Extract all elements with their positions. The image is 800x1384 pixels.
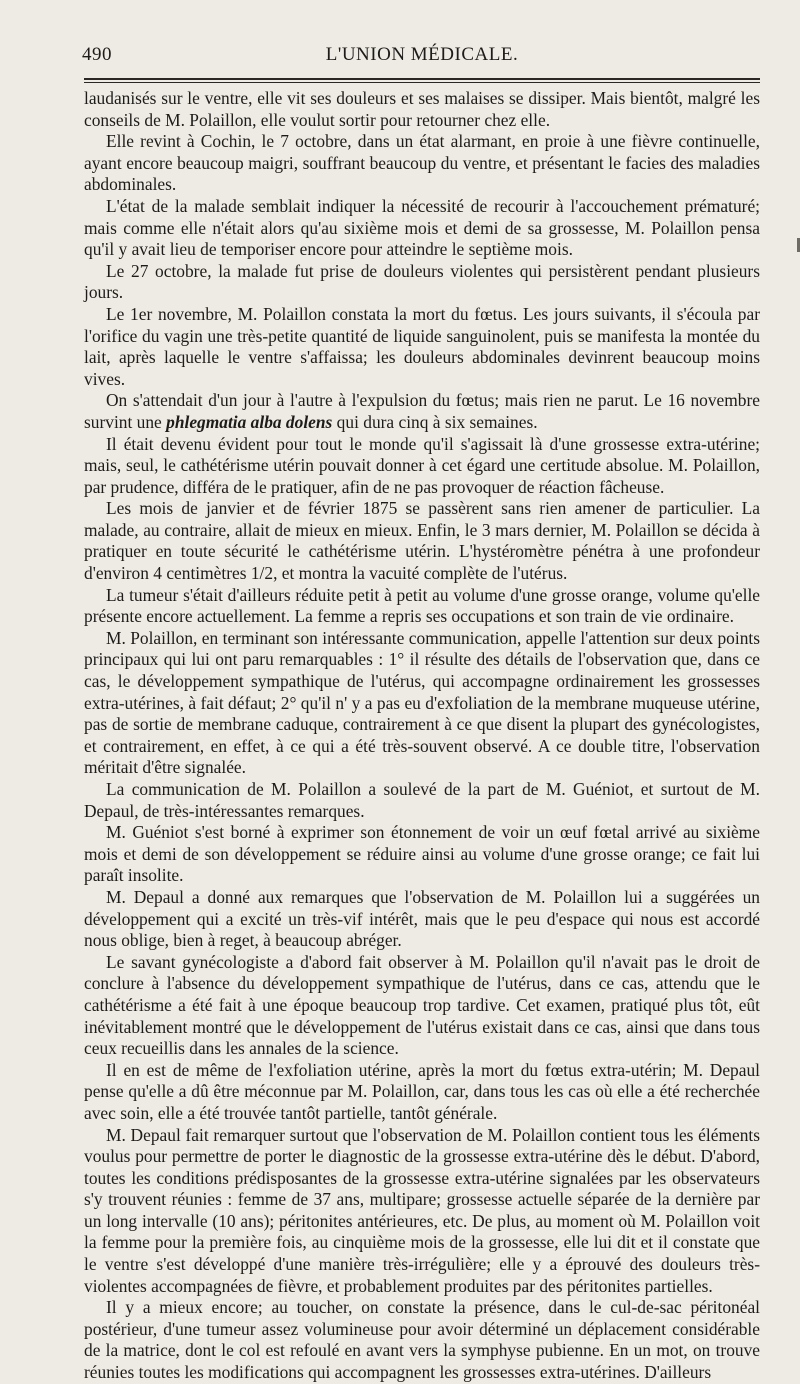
paragraph: Il en est de même de l'exfoliation utérine, après la mort du fœtus extra-utérin; M. Depaul pense qu'elle a dû être méconnue par M. Polaillon, car, dans tous les cas où elle a été recherchée avec soin, elle a été trouvée tantôt partielle, tantôt générale.	[84, 1059, 760, 1123]
paragraph: Le savant gynécologiste a d'abord fait observer à M. Polaillon qu'il n'avait pas le droit de conclure à l'absence du développement sympathique de l'utérus, dans ce cas, attendu que le cathétérisme a été fait à une époque beaucoup trop tardive. Cet examen, pratiqué plus tôt, eût inévitablement montré que le développement de l'utérus existait dans ce cas, ainsi que dans tous ceux recueillis dans les annales de la science.	[84, 951, 760, 1059]
paragraph: M. Depaul fait remarquer surtout que l'observation de M. Polaillon contient tous les éléments voulus pour permettre de porter le diagnostic de la grossesse extra-utérine dès le début. D'abord, toutes les conditions prédisposantes de la grossesse extra-utérine signalées par les observateurs s'y trouvent réunies : femme de 37 ans, multipare; grossesse actuelle séparée de la dernière par un long intervalle (10 ans); péritonites antérieures, etc. De plus, au moment où M. Polaillon voit la femme pour la première fois, au cinquième mois de la grossesse, elle lui dit et il constate que le ventre s'est développé d'une manière très-irrégulière; elle y a éprouvé des douleurs très-violentes accompagnées de fièvre, et probablement produites par des péritonites partielles.	[84, 1124, 760, 1296]
header-rule-thin	[84, 82, 760, 83]
paragraph	[84, 390, 760, 433]
paragraph: Le 1er novembre, M. Polaillon constata la mort du fœtus. Les jours suivants, il s'écoula par l'orifice du vagin une très-petite quantité de liquide sanguinolent, puis se manifesta la montée du lait, après laquelle le ventre s'affaissa; les douleurs abdominales devinrent beaucoup moins vives.	[84, 303, 760, 389]
paragraph: La tumeur s'était d'ailleurs réduite petit à petit au volume d'une grosse orange, volume qu'elle présente encore actuellement. La femme a repris ses occupations et son train de vie ordinaire.	[84, 584, 760, 627]
paragraph: Les mois de janvier et de février 1875 se passèrent sans rien amener de particulier. La malade, au contraire, allait de mieux en mieux. Enfin, le 3 mars dernier, M. Polaillon se décida à pratiquer en toute sécurité le cathétérisme utérin. L'hystéromètre pénétra à une profondeur d'environ 4 centimètres 1/2, et montra la vacuité complète de l'utérus.	[84, 498, 760, 584]
paragraph: M. Polaillon, en terminant son intéressante communication, appelle l'attention sur deux points principaux qui lui ont paru remarquables : 1° il résulte des détails de l'observation que, dans ce cas, le développement sympathique de l'utérus, qui accompagne ordinairement les grossesses extra-utérines, à fait défaut; 2° qu'il n' y a pas eu d'exfoliation de la membrane muqueuse utérine, pas de sortie de membrane caduque, contrairement à ce que disent la plupart des gynécologistes, et contrairement, en effet, à ce qui a été très-souvent observé. A ce double titre, l'observation méritait d'être signalée.	[84, 627, 760, 778]
emphasized-term: phlegmatia alba dolens	[166, 411, 333, 432]
page-number: 490	[82, 44, 112, 65]
paragraph: Le 27 octobre, la malade fut prise de douleurs violentes qui persistèrent pendant plusieurs jours.	[84, 260, 760, 303]
paragraph: Elle revint à Cochin, le 7 octobre, dans un état alarmant, en proie à une fièvre continuelle, ayant encore beaucoup maigri, souffrant beaucoup du ventre, et présentant le facies des maladies abdominales.	[84, 131, 760, 195]
paragraph: La communication de M. Polaillon a soulevé de la part de M. Guéniot, et surtout de M. Depaul, de très-intéressantes remarques.	[84, 779, 760, 821]
page-header	[84, 44, 760, 72]
paragraph: M. Depaul a donné aux remarques que l'observation de M. Polaillon lui a suggérées un développement qui a excité un très-vif intérêt, mais que le peu d'espace qui nous est accordé nous oblige, bien à reget, à beaucoup abréger.	[84, 886, 760, 951]
paragraph: laudanisés sur le ventre, elle vit ses douleurs et ses malaises se dissiper. Mais bientôt, malgré les conseils de M. Polaillon, elle voulut sortir pour retourner chez elle.	[84, 88, 760, 130]
running-title: L'UNION MÉDICALE.	[325, 44, 519, 65]
article-body	[84, 88, 760, 1384]
paragraph: L'état de la malade semblait indiquer la nécessité de recourir à l'accouchement prématuré; mais comme elle n'était alors qu'au sixième mois et demi de sa grossesse, M. Polaillon pensa qu'il y avait lieu de temporiser encore pour atteindre le septième mois.	[84, 195, 760, 260]
paragraph: Il était devenu évident pour tout le monde qu'il s'agissait là d'une grossesse extra-utérine; mais, seul, le cathétérisme utérin pouvait donner à cet égard une certitude absolue. M. Polaillon, par prudence, différa de le pratiquer, afin de ne pas provoquer de réaction fâcheuse.	[84, 433, 760, 497]
paragraph-text: On s'attendait d'un jour à l'autre à l'expulsion du fœtus; mais rien ne parut. Le 16 novembre survint une	[84, 390, 760, 432]
paragraph-text: qui dura cinq à six semaines.	[332, 411, 538, 432]
paragraph: M. Guéniot s'est borné à exprimer son étonnement de voir un œuf fœtal arrivé au sixième mois et demi de son développement se réduire ainsi au volume d'une grosse orange; ce fait lui paraît insolite.	[84, 822, 760, 886]
paragraph: Il y a mieux encore; au toucher, on constate la présence, dans le cul-de-sac péritonéal postérieur, d'une tumeur assez volumineuse pour avoir déterminé un déplacement considérable de la matrice, dont le col est refoulé en avant vers la symphyse pubienne. En un mot, on trouve réunies toutes les modifications qui accompagnent les grossesses extra-utérines. D'ailleurs	[84, 1297, 760, 1383]
header-rule-thick	[84, 78, 760, 80]
